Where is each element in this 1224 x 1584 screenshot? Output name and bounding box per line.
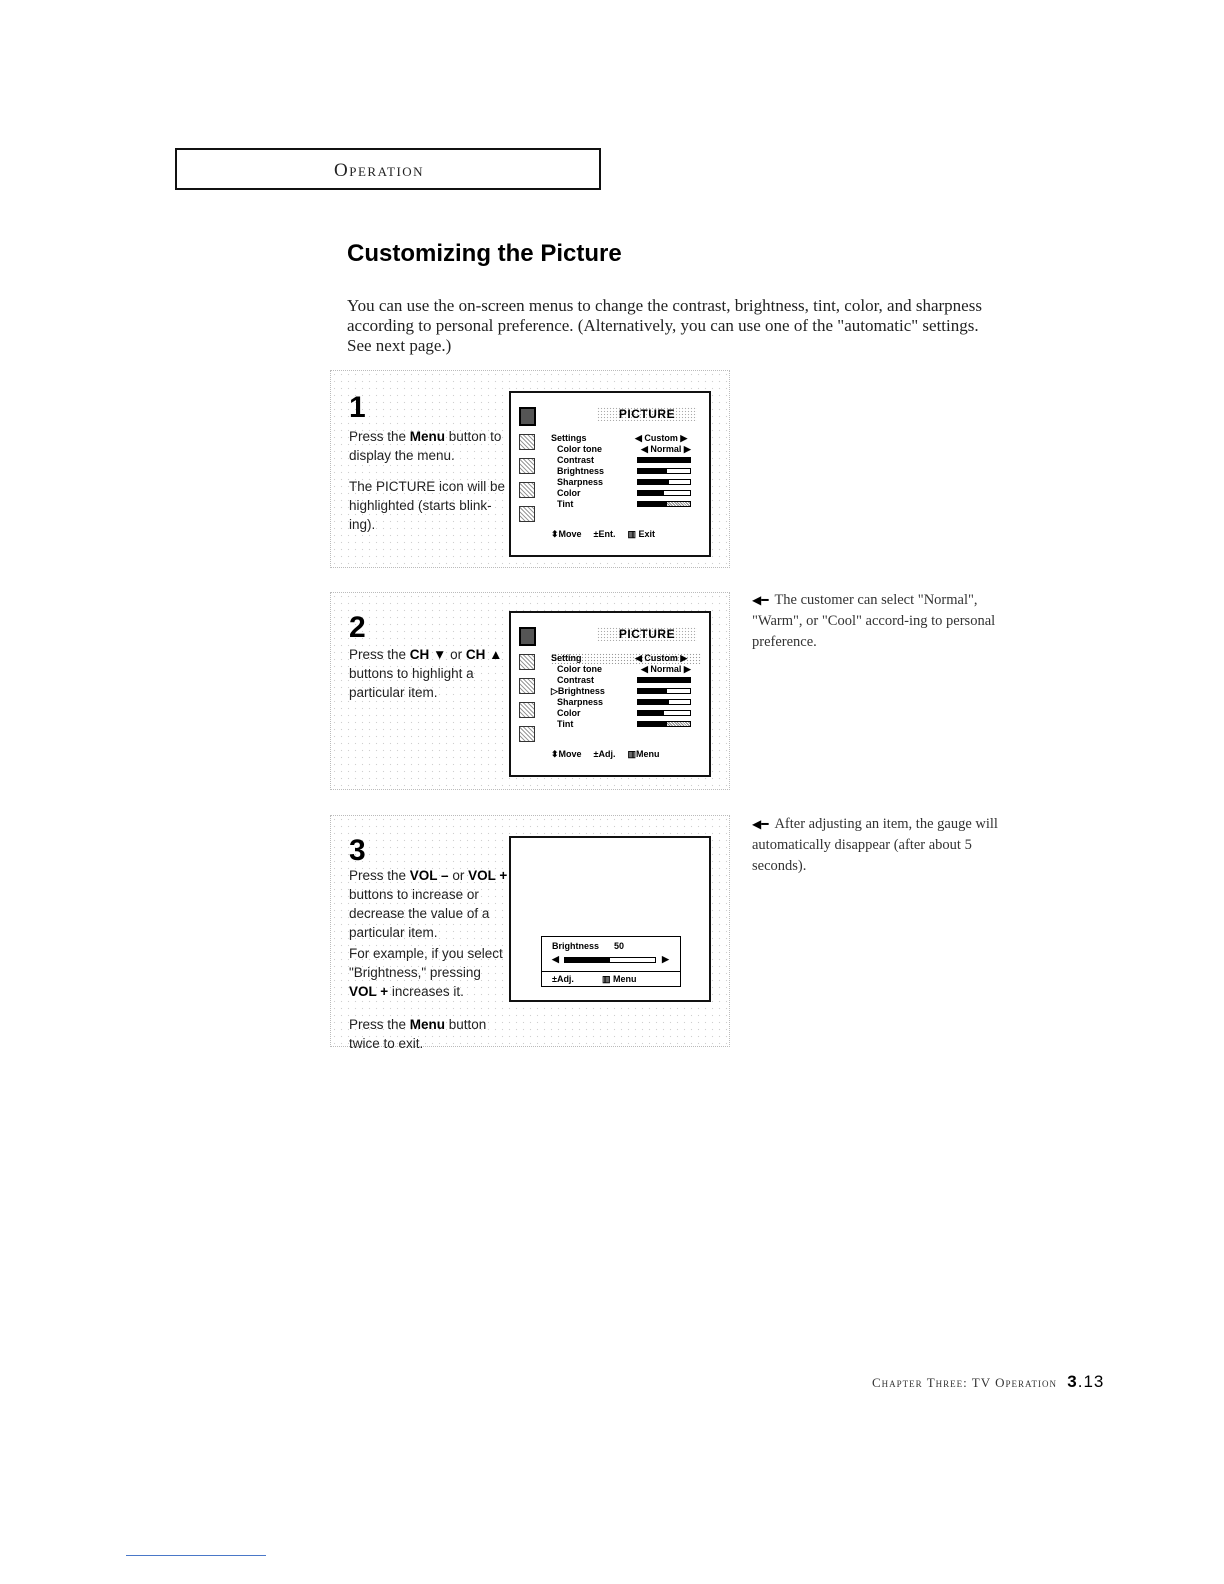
menu-row-contrast: Contrast — [551, 455, 701, 466]
menu-row-settings: Setting ◀ Custom ▶ — [551, 653, 701, 664]
bottom-rule — [126, 1555, 266, 1556]
menu-title: PICTURE — [597, 407, 697, 421]
step-1-number: 1 — [349, 391, 366, 424]
gauge-contrast — [637, 677, 691, 683]
page-title: Customizing the Picture — [347, 240, 622, 267]
page-footer — [872, 1372, 1104, 1392]
note-arrow-icon: ◀━ — [752, 593, 769, 607]
step-3-text: Press the VOL – or VOL + buttons to increase or decrease the value of a particular item. For example, if you select "Brightness," pressing VOL + increases it. Press the Menu button twice to exit. — [349, 868, 508, 1051]
gauge-color — [637, 710, 691, 716]
menu-row-color: Color — [551, 488, 701, 499]
chapter-label: Chapter Three: TV Operation — [872, 1375, 1057, 1390]
gauge-brightness — [637, 688, 691, 694]
channel-icon — [519, 678, 535, 694]
setup-icon — [519, 506, 535, 522]
menu-row-tint: Tint — [551, 499, 701, 510]
step-2-number: 2 — [349, 611, 366, 644]
setup-icon — [519, 726, 535, 742]
gauge-sharpness — [637, 479, 691, 485]
menu-row-colortone: Color tone ◀ Normal ▶ — [557, 444, 691, 454]
section-header: Operation — [334, 160, 425, 181]
menu-row-contrast: Contrast — [551, 675, 701, 686]
menu-row-settings: Settings ◀ Custom ▶ — [551, 433, 688, 443]
menu-icon-column — [519, 627, 537, 750]
page-number: 3.13 — [1067, 1372, 1105, 1391]
osd-right-arrow-icon: ▶ — [662, 954, 669, 964]
tv-menu-screen — [509, 391, 711, 557]
menu-row-sharpness: Sharpness — [551, 477, 701, 488]
gauge-color — [637, 490, 691, 496]
brightness-osd — [541, 936, 681, 987]
menu-row-tint: Tint — [551, 719, 701, 730]
step-3-number: 3 — [349, 834, 366, 867]
tv-menu-screen — [509, 611, 711, 777]
menu-footer: ⬍Move ±Adj. ▥Menu — [551, 749, 660, 759]
step-3-note: ◀━ After adjusting an item, the gauge will automatically disappear (after about 5 seconds). — [752, 816, 998, 874]
gauge-brightness — [637, 468, 691, 474]
step-1-panel — [330, 370, 730, 568]
channel-icon — [519, 458, 535, 474]
menu-row-colortone: Color tone ◀ Normal ▶ — [557, 664, 691, 674]
menu-row-sharpness: Sharpness — [551, 697, 701, 708]
menu-title: PICTURE — [597, 627, 697, 641]
function-icon — [519, 702, 535, 718]
function-icon — [519, 482, 535, 498]
step-2-panel — [330, 592, 730, 790]
osd-menu: ▥ Menu — [602, 974, 637, 984]
osd-adj: ±Adj. — [552, 974, 574, 984]
sound-icon — [519, 434, 535, 450]
note-arrow-icon: ◀━ — [752, 817, 769, 831]
step-1-text: Press the Menu button to display the menu. The PICTURE icon will be highlighted (starts blink-ing). — [349, 429, 506, 532]
menu-row-color: Color — [551, 708, 701, 719]
menu-row-brightness: Brightness — [551, 466, 701, 477]
menu-footer: ⬍Move ±Ent. ▥ Exit — [551, 529, 655, 539]
step-3-panel — [330, 815, 730, 1051]
picture-icon — [519, 407, 536, 426]
osd-left-arrow-icon: ◀ — [552, 954, 559, 964]
menu-row-brightness: ▷Brightness — [551, 686, 701, 697]
step-2-note: ◀━ The customer can select "Normal", "Warm", or "Cool" accord-ing to personal preference. — [752, 592, 996, 650]
tv-osd-screen — [509, 836, 711, 1002]
gauge-tint — [637, 721, 691, 727]
picture-icon — [519, 627, 536, 646]
osd-value: 50 — [614, 941, 625, 951]
step-2-text: Press the CH ▼ or CH ▲ buttons to highlight a particular item. — [349, 647, 503, 700]
intro-paragraph: You can use the on-screen menus to change the contrast, brightness, tint, color, and sharpness according to personal preference. (Alternatively, you can use one of the "automatic" settings. See next page.) — [347, 296, 982, 355]
gauge-sharpness — [637, 699, 691, 705]
sound-icon — [519, 654, 535, 670]
menu-icon-column — [519, 407, 537, 530]
gauge-contrast — [637, 457, 691, 463]
osd-label: Brightness — [552, 941, 600, 951]
gauge-tint — [637, 501, 691, 507]
section-header-box — [175, 148, 601, 190]
osd-gauge — [564, 957, 656, 963]
